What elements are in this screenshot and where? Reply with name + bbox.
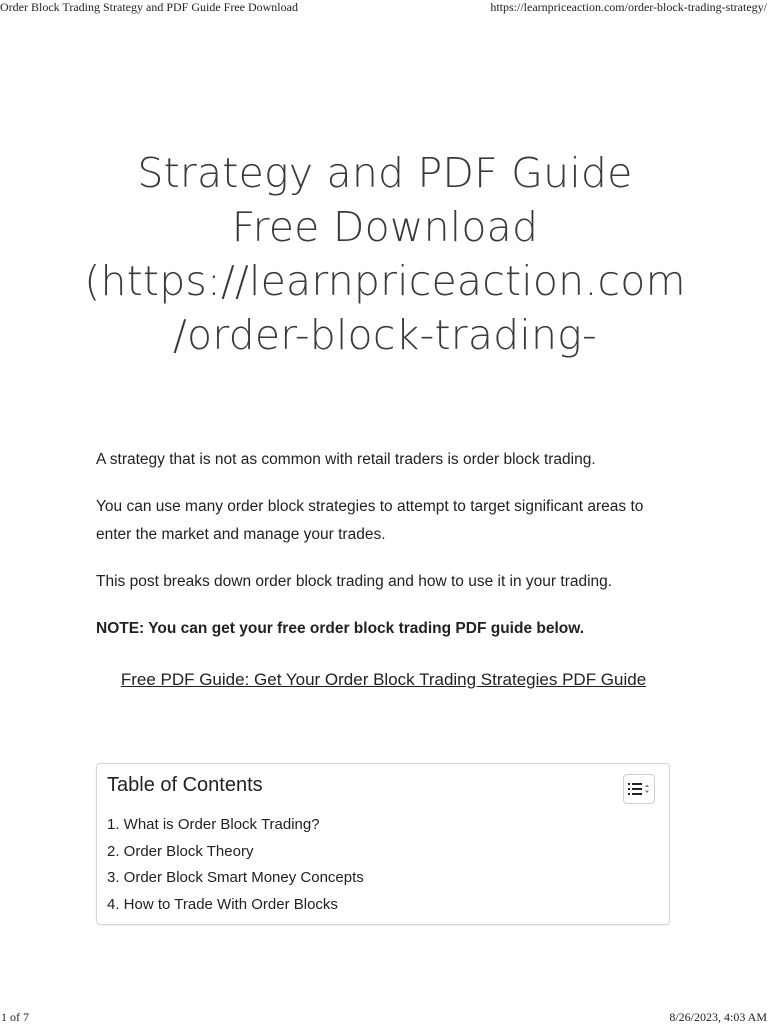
print-header-title: Order Block Trading Strategy and PDF Guide Free Download: [0, 0, 298, 14]
article-body: [96, 446, 671, 662]
print-page-count: 1 of 7: [1, 1010, 29, 1024]
list-toggle-icon: [628, 782, 650, 796]
breakdown-paragraph: This post breaks down order block trading and how to use it in your trading.: [96, 573, 613, 590]
page-title-line: (https://learnpriceaction.com: [84, 257, 686, 305]
print-header-url: https://learnpriceaction.com/order-block-trading-strategy/: [490, 0, 767, 14]
page-title: [60, 146, 710, 362]
page-title-line: /order-block-trading-: [173, 311, 597, 359]
intro-paragraph: A strategy that is not as common with retail traders is order block trading.: [96, 451, 596, 468]
page-title-line: Strategy and PDF Guide: [137, 149, 633, 197]
toc-item[interactable]: 2. Order Block Theory: [107, 842, 254, 860]
toc-item[interactable]: 3. Order Block Smart Money Concepts: [107, 869, 364, 886]
table-of-contents: [96, 763, 670, 925]
toc-item[interactable]: 4. How to Trade With Order Blocks: [107, 895, 338, 913]
toc-item[interactable]: 1. What is Order Block Trading?: [107, 816, 320, 833]
toc-list: [107, 812, 364, 918]
page-title-line: Free Download: [231, 203, 539, 251]
note-paragraph: NOTE: You can get your free order block trading PDF guide below.: [96, 620, 585, 637]
toc-toggle-button[interactable]: [623, 774, 655, 804]
strategies-paragraph: You can use many order block strategies to attempt to target significant areas to enter the market and manage your trades.: [96, 498, 644, 543]
pdf-guide-link[interactable]: Free PDF Guide: Get Your Order Block Trading Strategies PDF Guide: [120, 670, 647, 689]
print-datetime: 8/26/2023, 4:03 AM: [669, 1010, 767, 1024]
toc-title: Table of Contents: [107, 774, 263, 796]
